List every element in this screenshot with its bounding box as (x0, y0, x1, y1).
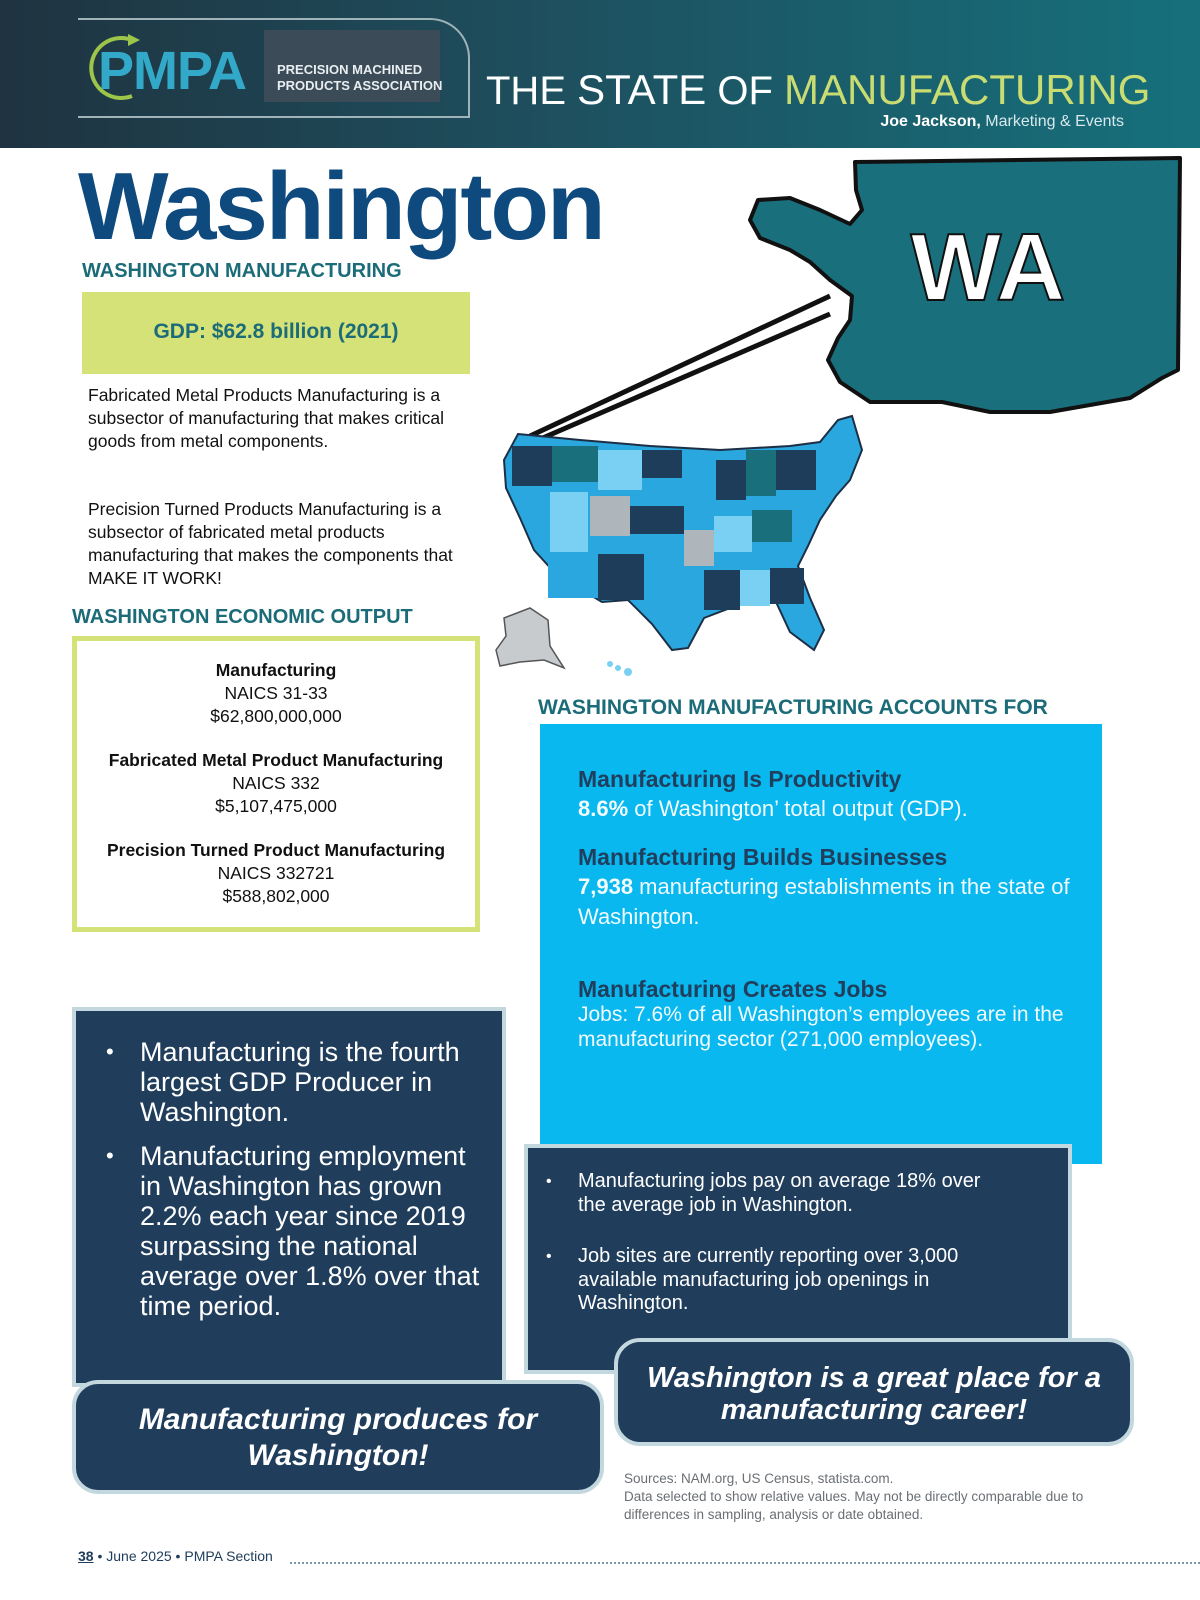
state-block (746, 450, 776, 496)
state-block (550, 492, 588, 552)
list-item: • Manufacturing employment in Washington has grown 2.2% each year since 2019 surpassing the national average over 1.8% over that time period. (104, 1141, 484, 1321)
jobs-facts-list (542, 1170, 1012, 1344)
state-block (684, 530, 714, 566)
pointer-line-lower (538, 314, 830, 440)
sources-note: Sources: NAM.org, US Census, statista.com. Data selected to show relative values. May not be directly comparable due to differences in sampling, analysis or date obtained. (624, 1471, 1084, 1522)
publication-title: THE STATE OF MANUFACTURING (486, 66, 1151, 113)
gdp-facts-panel (72, 1007, 506, 1387)
state-block (512, 446, 552, 486)
economic-output-heading: WASHINGTON ECONOMIC OUTPUT (72, 606, 413, 628)
hawaii-island (615, 665, 621, 671)
page-number: 38 (78, 1548, 94, 1564)
us-map-graphic (490, 150, 1200, 690)
accounts-for-box (540, 724, 1102, 1164)
productivity-title: Manufacturing Is Productivity (578, 766, 902, 792)
state-title: Washington (78, 153, 604, 260)
gdp-value: GDP: $62.8 billion (2021) (153, 320, 399, 343)
state-block (740, 570, 770, 606)
jobs-text: Jobs: 7.6% of all Washington’s employees are in the manufacturing sector (271,000 employees). (578, 1003, 1064, 1051)
output-item-precision-turned: Precision Turned Product Manufacturing NAICS 332721 $588,802,000 (106, 840, 446, 906)
footer-dotted-rule (290, 1562, 1200, 1564)
state-block (630, 506, 684, 534)
hawaii-island (607, 661, 613, 667)
section-name: PMPA Section (184, 1548, 273, 1564)
hawaii-island (624, 668, 632, 676)
manufacturing-heading: WASHINGTON MANUFACTURING (82, 260, 402, 282)
state-block (716, 460, 746, 500)
gdp-facts-list (104, 1037, 484, 1335)
state-block (704, 570, 740, 610)
pointer-line-upper (530, 296, 830, 436)
output-item-manufacturing: Manufacturing NAICS 31-33 $62,800,000,000 (210, 660, 342, 726)
state-block (642, 450, 682, 478)
logo-assoc-name: PRECISION MACHINED PRODUCTS ASSOCIATION (277, 62, 443, 93)
issue-date: June 2025 (106, 1548, 172, 1564)
businesses-title: Manufacturing Builds Businesses (578, 844, 948, 870)
state-block (644, 570, 704, 604)
state-block (598, 450, 642, 490)
state-block (752, 510, 792, 542)
state-block (770, 568, 804, 604)
economic-output-box (72, 636, 480, 932)
state-block (548, 554, 598, 598)
output-item-fabricated-metal: Fabricated Metal Product Manufacturing NAICS 332 $5,107,475,000 (108, 750, 444, 816)
callout-produces: Manufacturing produces for Washington! (72, 1380, 604, 1494)
state-block (552, 446, 598, 482)
state-block (776, 450, 816, 490)
author-byline: Joe Jackson, Marketing & Events (880, 113, 1124, 130)
fabricated-metal-description: Fabricated Metal Products Manufacturing is a subsector of manufacturing that makes critical goods from metal components. (88, 385, 444, 451)
state-block (590, 496, 630, 536)
logo-wordmark: PMPA (98, 41, 247, 101)
state-block (682, 454, 716, 488)
list-item: • Job sites are currently reporting over 3,000 available manufacturing job openings in Washington. (542, 1245, 1012, 1316)
state-block (714, 516, 752, 552)
state-block (598, 554, 644, 600)
state-abbrev-label: WA (910, 214, 1066, 321)
page-footer: 38 • June 2025 • PMPA Section (78, 1548, 273, 1564)
callout-career: Washington is a great place for a manufacturing career! (614, 1338, 1134, 1446)
businesses-text: 7,938 manufacturing establishments in the state of Washington. (578, 874, 1070, 929)
header-banner (0, 0, 1200, 148)
list-item: • Manufacturing is the fourth largest GDP Producer in Washington. (104, 1037, 484, 1127)
accounts-for-heading: WASHINGTON MANUFACTURING ACCOUNTS FOR (538, 696, 1048, 719)
precision-turned-description: Precision Turned Products Manufacturing is a subsector of fabricated metal products manufacturing that makes the components that MAKE IT WORK! (88, 499, 453, 588)
alaska-shape (496, 608, 564, 668)
list-item: • Manufacturing jobs pay on average 18% over the average job in Washington. (542, 1170, 1012, 1217)
jobs-title: Manufacturing Creates Jobs (578, 976, 888, 1002)
gdp-highlight-box (82, 292, 470, 374)
productivity-text: 8.6% of Washington’ total output (GDP). (578, 796, 968, 821)
